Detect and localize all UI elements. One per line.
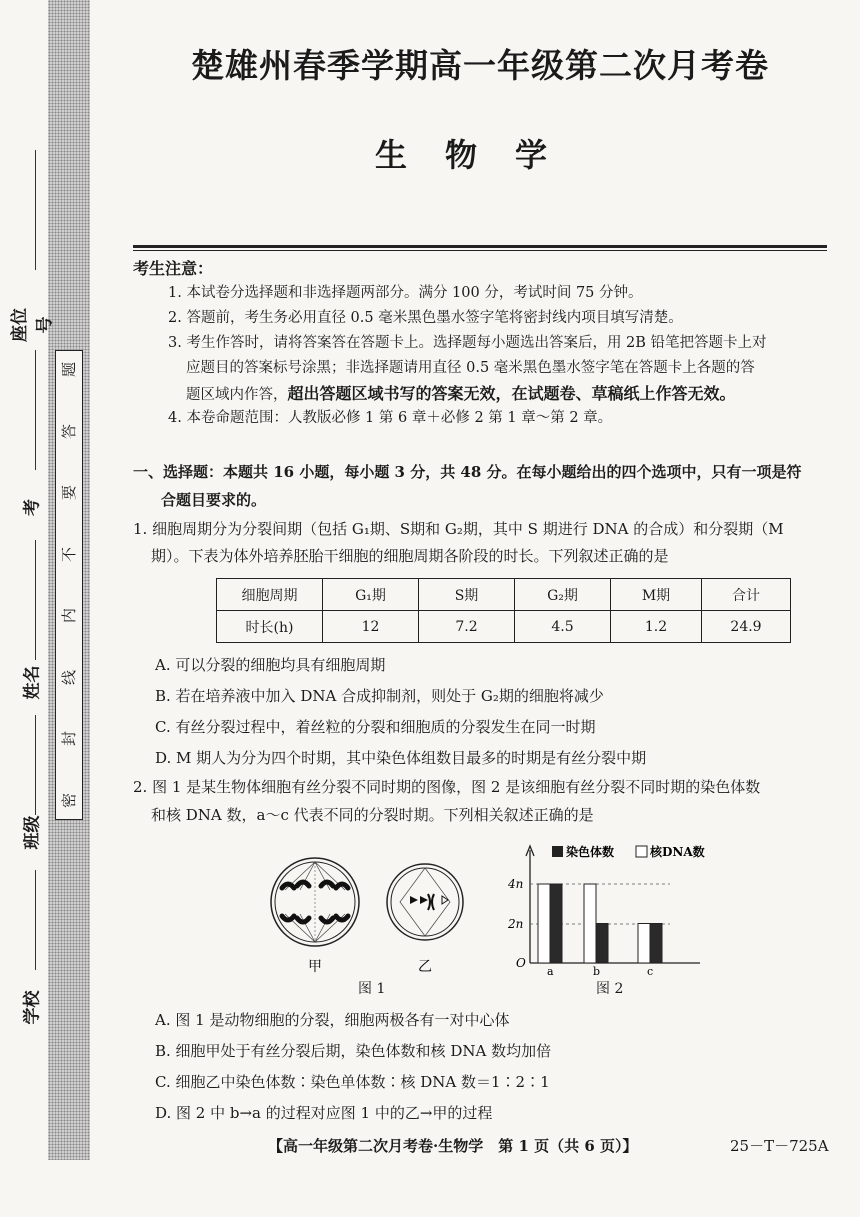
x-tick-b: b — [593, 965, 601, 978]
legend-swatch-dna — [636, 846, 647, 857]
table-row — [217, 611, 791, 643]
table-cell: 12 — [323, 611, 419, 643]
table-cell: 1.2 — [611, 611, 702, 643]
q2-option-b: B. 细胞甲处于有丝分裂后期，染色体数和核 DNA 数均加倍 — [155, 1042, 552, 1060]
header-rule-thin — [133, 250, 827, 251]
q2-stem-line1: 2. 图 1 是某生物体细胞有丝分裂不同时期的图像，图 2 是该细胞有丝分裂不同时期的染色体数 — [133, 778, 761, 796]
seal-char: 要 — [60, 485, 79, 501]
bar-chromosome-c — [650, 924, 662, 964]
cell-jia-diagram — [271, 858, 359, 946]
notice-item-1: 1. 本试卷分选择题和非选择题两部分。满分 100 分，考试时间 75 分钟。 — [168, 285, 643, 301]
fill-line — [35, 870, 36, 970]
notice-item-3-cont: 应题目的答案标号涂黑；非选择题请用直径 0.5 毫米黑色墨水签字笔在答题卡上各题的答 — [186, 360, 755, 376]
page-footer: 【高一年级第二次月考卷·生物学 第 1 页（共 6 页）】 — [268, 1137, 638, 1155]
bar-chromosome-b — [596, 924, 608, 964]
class-label: 班级 — [22, 815, 43, 850]
q2-option-a: A. 图 1 是动物细胞的分裂，细胞两极各有一对中心体 — [155, 1011, 510, 1029]
seal-char: 内 — [60, 608, 79, 624]
subject-title: 生物学 — [374, 136, 585, 174]
table-cell: G₂期 — [515, 579, 611, 611]
fill-line — [35, 540, 36, 660]
notice-item-2: 2. 答题前，考生务必用直径 0.5 毫米黑色墨水签字笔将密封线内项目填写清楚。 — [168, 310, 683, 326]
x-tick-a: a — [547, 965, 554, 978]
cell-yi-diagram — [387, 864, 463, 940]
table-cell: G₁期 — [323, 579, 419, 611]
x-tick-c: c — [647, 965, 654, 978]
table-cell: 4.5 — [515, 611, 611, 643]
y-tick-origin: O — [516, 956, 526, 970]
bar-dna-c — [638, 924, 650, 964]
table-cell: 合计 — [702, 579, 791, 611]
name-label: 姓名 — [22, 665, 43, 700]
legend-swatch-chromosome — [552, 846, 563, 857]
q2-option-d: D. 图 2 中 b→a 的过程对应图 1 中的乙→甲的过程 — [155, 1104, 493, 1122]
fill-line — [35, 350, 36, 470]
q1-option-b: B. 若在培养液中加入 DNA 合成抑制剂，则处于 G₂期的细胞将减少 — [155, 687, 604, 705]
header-rule — [133, 245, 827, 248]
bar-dna-b — [584, 884, 596, 963]
notice-item-4: 4. 本卷命题范围：人教版必修 1 第 6 章＋必修 2 第 1 章～第 2 章。 — [168, 410, 613, 426]
q1-stem-line1: 1. 细胞周期分为分裂间期（包括 G₁期、S期和 G₂期，其中 S 期进行 DNA 的合成）和分裂期（M — [133, 520, 784, 538]
section-heading — [133, 458, 833, 514]
table-cell: S期 — [419, 579, 515, 611]
exam-number-label: 考 — [22, 499, 43, 516]
figure-2-chart — [500, 838, 725, 978]
bar-chromosome-a — [550, 884, 562, 963]
q2-stem-line2: 和核 DNA 数，a～c 代表不同的分裂时期。下列相关叙述正确的是 — [151, 806, 594, 824]
section-heading-line1: 一、选择题：本题共 16 小题，每小题 3 分，共 48 分。在每小题给出的四个选项中，只有一项是符 — [133, 463, 802, 481]
notice-heading: 考生注意： — [133, 259, 214, 278]
school-label: 学校 — [22, 990, 43, 1025]
table-cell: 24.9 — [702, 611, 791, 643]
exam-title: 楚雄州春季学期高一年级第二次月考卷 — [191, 46, 769, 85]
figure-1-caption: 图 1 — [358, 981, 386, 997]
notice-item-3: 3. 考生作答时，请将答案答在答题卡上。选择题每小题选出答案后，用 2B 铅笔把答题卡上对 — [168, 335, 767, 351]
q1-option-a: A. 可以分裂的细胞均具有细胞周期 — [155, 656, 386, 674]
seal-char: 封 — [60, 731, 79, 747]
y-tick-2n: 2n — [508, 917, 524, 931]
table-cell: 时长(h) — [217, 611, 323, 643]
table-cell: 7.2 — [419, 611, 515, 643]
q1-option-c: C. 有丝分裂过程中，着丝粒的分裂和细胞质的分裂发生在同一时期 — [155, 718, 596, 736]
table-cell: M期 — [611, 579, 702, 611]
q2-option-c: C. 细胞乙中染色体数∶染色单体数∶核 DNA 数＝1∶2∶1 — [155, 1073, 550, 1091]
q1-stem-line2: 期）。下表为体外培养胚胎干细胞的细胞周期各阶段的时长。下列叙述正确的是 — [151, 547, 669, 565]
seal-char: 线 — [60, 669, 79, 685]
table-cell: 细胞周期 — [217, 579, 323, 611]
seal-char: 密 — [60, 792, 79, 808]
seat-number-label: 座位号 — [10, 308, 55, 342]
legend-label-dna: 核DNA数 — [650, 845, 705, 859]
cell-jia-label: 甲 — [308, 959, 322, 975]
figure-2-caption: 图 2 — [596, 981, 624, 997]
notice-item-3-emphasis: 超出答题区域书写的答案无效，在试题卷、草稿纸上作答无效。 — [287, 384, 736, 403]
cell-cycle-table — [216, 578, 791, 643]
seal-char: 答 — [60, 423, 79, 439]
fill-line — [35, 715, 36, 815]
seal-char: 题 — [60, 361, 79, 378]
q1-option-d: D. M 期人为分为四个时期，其中染色体组数目最多的时期是有丝分裂中期 — [155, 749, 647, 767]
notice-item-3-prefix: 题区域内作答， — [186, 387, 288, 403]
legend-label-chromosome: 染色体数 — [566, 845, 615, 859]
section-heading-line2: 合题目要求的。 — [161, 491, 267, 509]
seal-line-box — [55, 350, 83, 820]
fill-line — [35, 150, 36, 270]
y-tick-4n: 4n — [508, 877, 524, 891]
table-header-row — [217, 579, 791, 611]
cell-yi-label: 乙 — [418, 959, 432, 975]
paper-code: 25－T－725A — [730, 1137, 829, 1155]
seal-char: 不 — [60, 546, 79, 562]
notice-item-3-cont2 — [186, 381, 841, 408]
figure-1-cells — [270, 850, 480, 975]
bar-dna-a — [538, 884, 550, 963]
